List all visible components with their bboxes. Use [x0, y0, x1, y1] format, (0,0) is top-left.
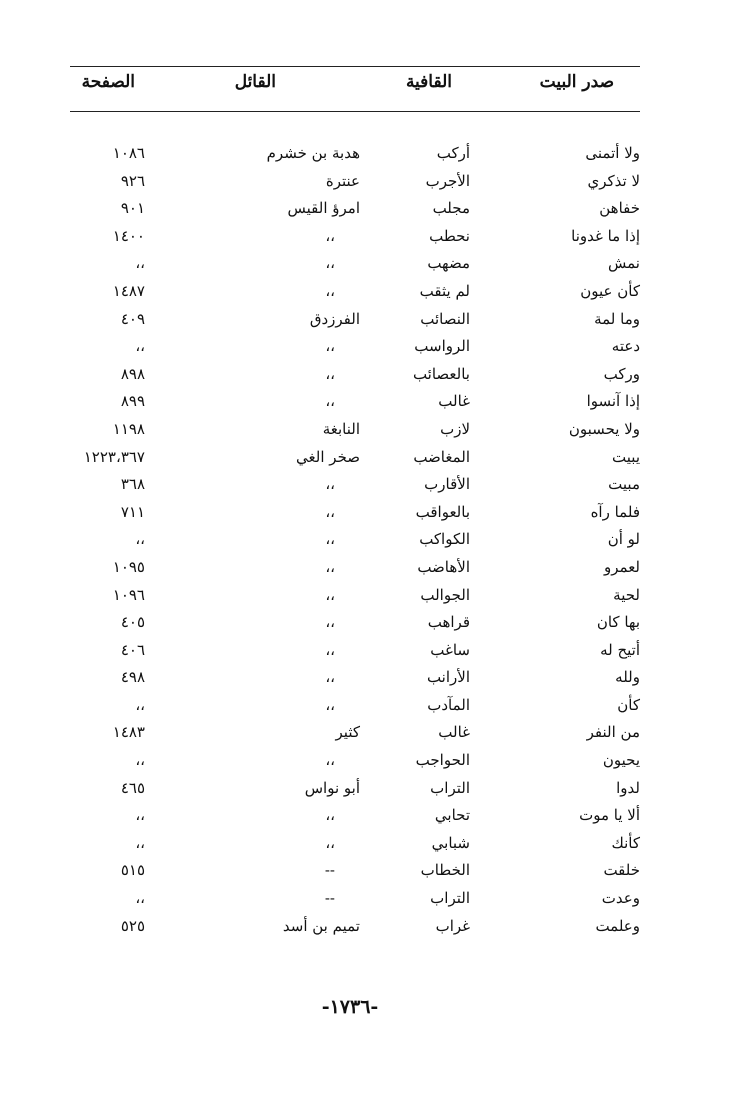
- cell-page: ٨٩٨: [120, 364, 145, 383]
- header-rhyme: القافية: [405, 72, 452, 92]
- cell-poet: ،،: [325, 254, 335, 273]
- cell-page: ٤٠٥: [120, 613, 145, 632]
- cell-poet: ،،: [325, 392, 335, 411]
- table-row: [70, 664, 640, 692]
- table-row: [70, 830, 640, 858]
- cell-poet: صخر الغي: [296, 447, 360, 466]
- table-row: [70, 554, 640, 582]
- cell-rhyme: الأهاضب: [417, 557, 470, 576]
- cell-poet: --: [324, 861, 335, 880]
- cell-page: ١٤٠٠: [112, 226, 145, 245]
- table-row: [70, 471, 640, 499]
- table-row: [70, 278, 640, 306]
- cell-poet: ،،: [325, 226, 335, 245]
- table-row: [70, 250, 640, 278]
- cell-poet: عنترة: [325, 171, 360, 190]
- table-row: [70, 609, 640, 637]
- cell-poet: ،،: [325, 751, 335, 770]
- cell-poet: ،،: [325, 530, 335, 549]
- cell-verse-start: ولا يحسبون: [568, 419, 640, 438]
- cell-page: ،،: [135, 833, 145, 852]
- cell-poet: ،،: [325, 613, 335, 632]
- cell-verse-start: ولله: [615, 668, 640, 687]
- cell-rhyme: قراهب: [427, 613, 470, 632]
- header-verse-start: صدر البيت: [539, 72, 614, 92]
- cell-rhyme: الأجرب: [425, 171, 470, 190]
- table-row: [70, 526, 640, 554]
- cell-verse-start: لحية: [613, 585, 640, 604]
- cell-verse-start: كأن: [617, 695, 640, 714]
- cell-rhyme: التراب: [430, 778, 470, 797]
- cell-verse-start: يبيت: [612, 447, 640, 466]
- cell-verse-start: وعلمت: [595, 916, 640, 935]
- cell-verse-start: كأنك: [611, 833, 640, 852]
- table-row: [70, 416, 640, 444]
- cell-poet: --: [324, 889, 335, 908]
- cell-page: ١٠٩٥: [112, 557, 145, 576]
- table-row: [70, 775, 640, 803]
- table-row: [70, 306, 640, 334]
- cell-poet: ،،: [325, 806, 335, 825]
- table-row: [70, 223, 640, 251]
- cell-rhyme: النصائب: [420, 309, 470, 328]
- cell-rhyme: الخطاب: [420, 861, 470, 880]
- cell-verse-start: دعته: [611, 337, 640, 356]
- cell-rhyme: غالب: [438, 723, 470, 742]
- cell-page: ٨٩٩: [120, 392, 145, 411]
- header-top-rule: [70, 66, 640, 67]
- cell-verse-start: لعمرو: [604, 557, 640, 576]
- cell-rhyme: التراب: [430, 889, 470, 908]
- table-header: [70, 72, 640, 102]
- cell-poet: كثير: [335, 723, 360, 742]
- cell-page: ،،: [135, 337, 145, 356]
- cell-poet: ،،: [325, 668, 335, 687]
- cell-rhyme: بالعصائب: [412, 364, 470, 383]
- cell-rhyme: الأرانب: [426, 668, 470, 687]
- header-page: الصفحة: [81, 72, 135, 92]
- cell-page: ٥٢٥: [120, 916, 145, 935]
- cell-rhyme: غالب: [438, 392, 470, 411]
- cell-verse-start: لو أن: [607, 530, 640, 549]
- table-row: [70, 913, 640, 941]
- cell-poet: ،،: [325, 337, 335, 356]
- table-row: [70, 333, 640, 361]
- cell-page: ،،: [135, 806, 145, 825]
- cell-page: ،،: [135, 254, 145, 273]
- cell-rhyme: تحابي: [434, 806, 470, 825]
- table-row: [70, 802, 640, 830]
- cell-page: ١٤٨٣: [112, 723, 145, 742]
- cell-rhyme: مجلب: [432, 199, 470, 218]
- cell-page: ٤٠٦: [120, 640, 145, 659]
- cell-page: ١٤٨٧: [112, 281, 145, 300]
- cell-poet: ،،: [325, 364, 335, 383]
- cell-verse-start: وعدت: [601, 889, 640, 908]
- table-row: [70, 747, 640, 775]
- cell-rhyme: ساغب: [430, 640, 470, 659]
- cell-poet: ،،: [325, 557, 335, 576]
- cell-rhyme: لم يثقب: [419, 281, 470, 300]
- cell-verse-start: إذا ما غدونا: [571, 226, 640, 245]
- table-row: [70, 637, 640, 665]
- cell-rhyme: المغاضب: [413, 447, 470, 466]
- cell-verse-start: كأن عيون: [580, 281, 640, 300]
- cell-page: ٩٠١: [120, 199, 145, 218]
- header-bottom-rule: [70, 111, 640, 112]
- table-row: [70, 444, 640, 472]
- cell-rhyme: الحواجب: [415, 751, 470, 770]
- table-row: [70, 361, 640, 389]
- cell-verse-start: نمش: [608, 254, 640, 273]
- cell-rhyme: بالعواقب: [415, 502, 470, 521]
- cell-rhyme: المآدب: [427, 695, 470, 714]
- cell-poet: ،،: [325, 585, 335, 604]
- cell-poet: تميم بن أسد: [282, 916, 360, 935]
- cell-verse-start: لا تذكري: [587, 171, 640, 190]
- cell-rhyme: الكواكب: [419, 530, 470, 549]
- cell-page: ،،: [135, 530, 145, 549]
- table-row: [70, 140, 640, 168]
- cell-verse-start: بها كان: [596, 613, 640, 632]
- cell-poet: هدبة بن خشرم: [266, 144, 360, 162]
- cell-page: ٣٦٨: [120, 475, 145, 494]
- cell-rhyme: الأقارب: [424, 475, 470, 494]
- table-row: [70, 857, 640, 885]
- table-row: [70, 499, 640, 527]
- cell-verse-start: من النفر: [586, 723, 640, 742]
- cell-rhyme: أركب: [436, 144, 470, 162]
- cell-verse-start: مبيت: [608, 475, 640, 494]
- cell-rhyme: غراب: [435, 916, 470, 935]
- cell-page: ٤٦٥: [120, 778, 145, 797]
- table-row: [70, 388, 640, 416]
- cell-page: ١٠٨٦: [112, 144, 145, 162]
- cell-page: ٤٠٩: [120, 309, 145, 328]
- cell-page: ،،: [135, 889, 145, 908]
- cell-page: ٤٩٨: [120, 668, 145, 687]
- cell-verse-start: إذا آنسوا: [586, 392, 640, 411]
- table-row: [70, 582, 640, 610]
- table-row: [70, 885, 640, 913]
- cell-rhyme: مضهب: [427, 254, 470, 273]
- cell-poet: ،،: [325, 695, 335, 714]
- cell-verse-start: خفاهن: [599, 199, 640, 218]
- cell-poet: الفرزدق: [309, 309, 360, 328]
- cell-poet: أبو نواس: [304, 778, 360, 797]
- cell-poet: ،،: [325, 640, 335, 659]
- cell-poet: النابغة: [322, 419, 360, 438]
- cell-rhyme: نحطب: [429, 226, 470, 245]
- index-table: [70, 140, 640, 940]
- cell-page: ١٠٩٦: [112, 585, 145, 604]
- cell-verse-start: أتيح له: [600, 640, 640, 659]
- table-row: [70, 692, 640, 720]
- cell-page: ١١٩٨: [112, 419, 145, 438]
- cell-page: ٧١١: [120, 502, 145, 521]
- cell-poet: ،،: [325, 833, 335, 852]
- cell-verse-start: خلقت: [603, 861, 640, 880]
- cell-rhyme: الرواسب: [414, 337, 470, 356]
- cell-rhyme: الجوالب: [420, 585, 470, 604]
- cell-page: ٥١٥: [120, 861, 145, 880]
- table-row: [70, 195, 640, 223]
- page-number: -١٧٣٦-: [321, 996, 379, 1018]
- table-row: [70, 168, 640, 196]
- cell-verse-start: فلما رآه: [590, 502, 640, 521]
- cell-rhyme: لازب: [440, 419, 470, 438]
- cell-poet: ،،: [325, 281, 335, 300]
- cell-poet: ،،: [325, 502, 335, 521]
- cell-page: ١٢٢٣،٣٦٧: [83, 447, 145, 466]
- cell-verse-start: لدوا: [616, 778, 640, 797]
- cell-poet: امرؤ القيس: [287, 199, 360, 218]
- cell-page: ،،: [135, 695, 145, 714]
- cell-poet: ،،: [325, 475, 335, 494]
- cell-rhyme: شبابي: [431, 833, 470, 852]
- cell-page: ٩٢٦: [120, 171, 145, 190]
- header-poet: القائل: [234, 72, 276, 92]
- cell-verse-start: وركب: [603, 364, 640, 383]
- cell-verse-start: ولا أتمنى: [585, 144, 640, 162]
- cell-page: ،،: [135, 751, 145, 770]
- cell-verse-start: يحيون: [602, 751, 640, 770]
- table-row: [70, 719, 640, 747]
- cell-verse-start: وما لمة: [594, 309, 640, 328]
- cell-verse-start: ألا يا موت: [579, 806, 640, 825]
